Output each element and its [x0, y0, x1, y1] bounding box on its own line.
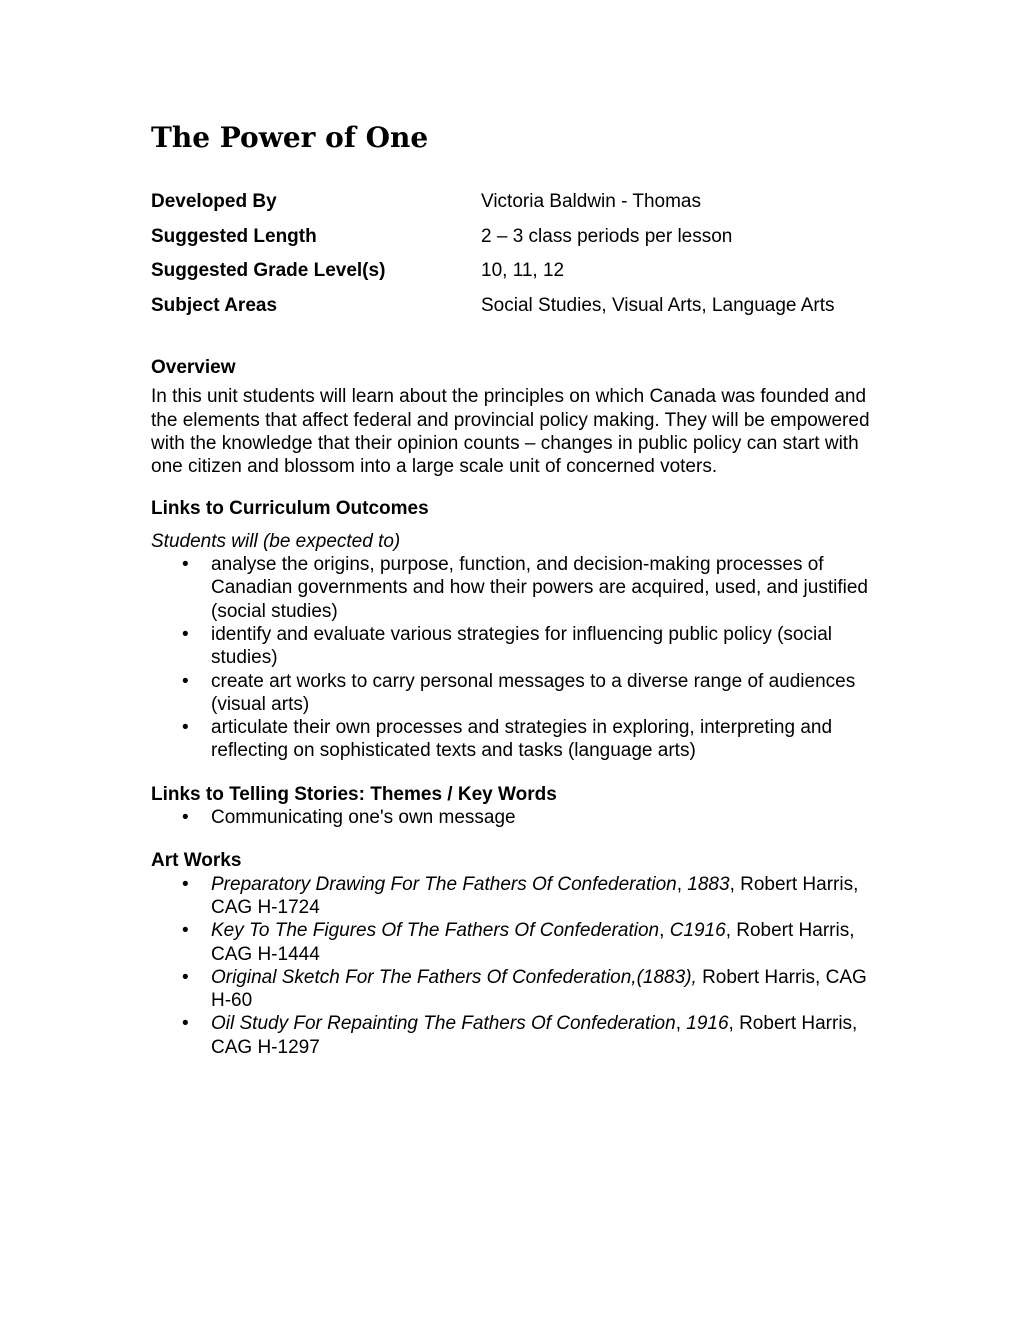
list-item-text: analyse the origins, purpose, function, and decision-making processes of Canadian governments and how their powers are acquired, used, and justified (social studies) — [211, 554, 868, 622]
list-item — [151, 553, 881, 623]
curriculum-section — [151, 497, 881, 762]
artwork-year: 1883 — [687, 873, 730, 895]
list-item-text: Communicating one's own message — [211, 807, 516, 829]
bullet-icon: • — [182, 966, 189, 988]
list-item — [151, 966, 881, 1013]
meta-row-grade-levels — [151, 259, 881, 294]
meta-label: Developed By — [151, 191, 277, 212]
artwork-details: , Robert Harris, CAG H-1444 — [211, 920, 855, 965]
themes-list — [151, 806, 881, 829]
meta-value: 10, 11, 12 — [481, 260, 565, 281]
telling-stories-section — [151, 783, 881, 830]
meta-value: 2 – 3 class periods per lesson — [481, 225, 733, 247]
overview-heading: Overview — [151, 357, 236, 378]
list-item-text: articulate their own processes and strategies in exploring, interpreting and reflecting on sophisticated texts and tasks (language arts) — [211, 717, 833, 762]
bullet-icon: • — [182, 873, 189, 895]
artwork-title: Original Sketch For The Fathers Of Confederation, — [211, 966, 637, 988]
list-item-text: create art works to carry personal messages to a diverse range of audiences (visual arts) — [211, 670, 856, 715]
meta-row-subject-areas — [151, 294, 881, 329]
artwork-year: (1883), — [636, 966, 697, 988]
curriculum-outcomes-list — [151, 553, 881, 763]
overview-section — [151, 356, 881, 478]
list-item — [151, 670, 881, 717]
artwork-separator: , — [659, 920, 670, 942]
meta-value: Victoria Baldwin - Thomas — [481, 191, 702, 212]
meta-row-developed-by — [151, 190, 881, 225]
art-works-section — [151, 849, 881, 1059]
bullet-icon: • — [182, 554, 189, 576]
page-title: The Power of One — [151, 121, 429, 154]
bullet-icon: • — [182, 717, 189, 739]
artwork-separator: , — [675, 1013, 687, 1035]
meta-label: Subject Areas — [151, 294, 278, 316]
curriculum-intro: Students will (be expected to) — [151, 530, 401, 552]
lesson-info-table — [151, 190, 881, 328]
overview-text: In this unit students will learn about the principles on which Canada was founded and the elements that affect federal and provincial policy making. They will be empowered with the knowledge that their opinion counts – changes in public policy can start with one citizen and blossom into a large scale unit of concerned voters. — [151, 386, 870, 478]
art-works-heading: Art Works — [151, 850, 242, 872]
bullet-icon: • — [182, 807, 189, 829]
list-item — [151, 1012, 881, 1059]
list-item-text: identify and evaluate various strategies for influencing public policy (social studies) — [211, 623, 833, 669]
document-body — [151, 356, 881, 1059]
artwork-details: , Robert Harris, CAG H-1724 — [211, 873, 859, 918]
bullet-icon: • — [182, 920, 189, 942]
list-item — [151, 919, 881, 966]
artwork-details: , Robert Harris, CAG H-1297 — [211, 1013, 858, 1058]
meta-value: Social Studies, Visual Arts, Language Arts — [481, 294, 835, 316]
list-item — [151, 806, 881, 829]
artwork-title: Oil Study For Repainting The Fathers Of Confederation — [211, 1013, 676, 1035]
meta-row-suggested-length — [151, 225, 881, 260]
artwork-title: Preparatory Drawing For The Fathers Of Confederation — [211, 873, 677, 895]
artwork-title: Key To The Figures Of The Fathers Of Confederation — [211, 920, 660, 942]
bullet-icon: • — [182, 670, 189, 692]
list-item — [151, 873, 881, 920]
bullet-icon: • — [182, 1013, 189, 1035]
bullet-icon: • — [182, 623, 189, 645]
meta-label: Suggested Grade Level(s) — [151, 260, 386, 281]
list-item — [151, 623, 881, 670]
artwork-year: C1916 — [669, 920, 726, 942]
artwork-details: Robert Harris, CAG H-60 — [211, 966, 867, 1012]
artwork-year: 1916 — [686, 1013, 729, 1035]
telling-stories-heading: Links to Telling Stories: Themes / Key Words — [151, 783, 557, 805]
art-works-list — [151, 873, 881, 1059]
artwork-separator: , — [676, 873, 688, 895]
meta-label: Suggested Length — [151, 225, 317, 247]
list-item — [151, 716, 881, 763]
curriculum-heading: Links to Curriculum Outcomes — [151, 498, 429, 520]
